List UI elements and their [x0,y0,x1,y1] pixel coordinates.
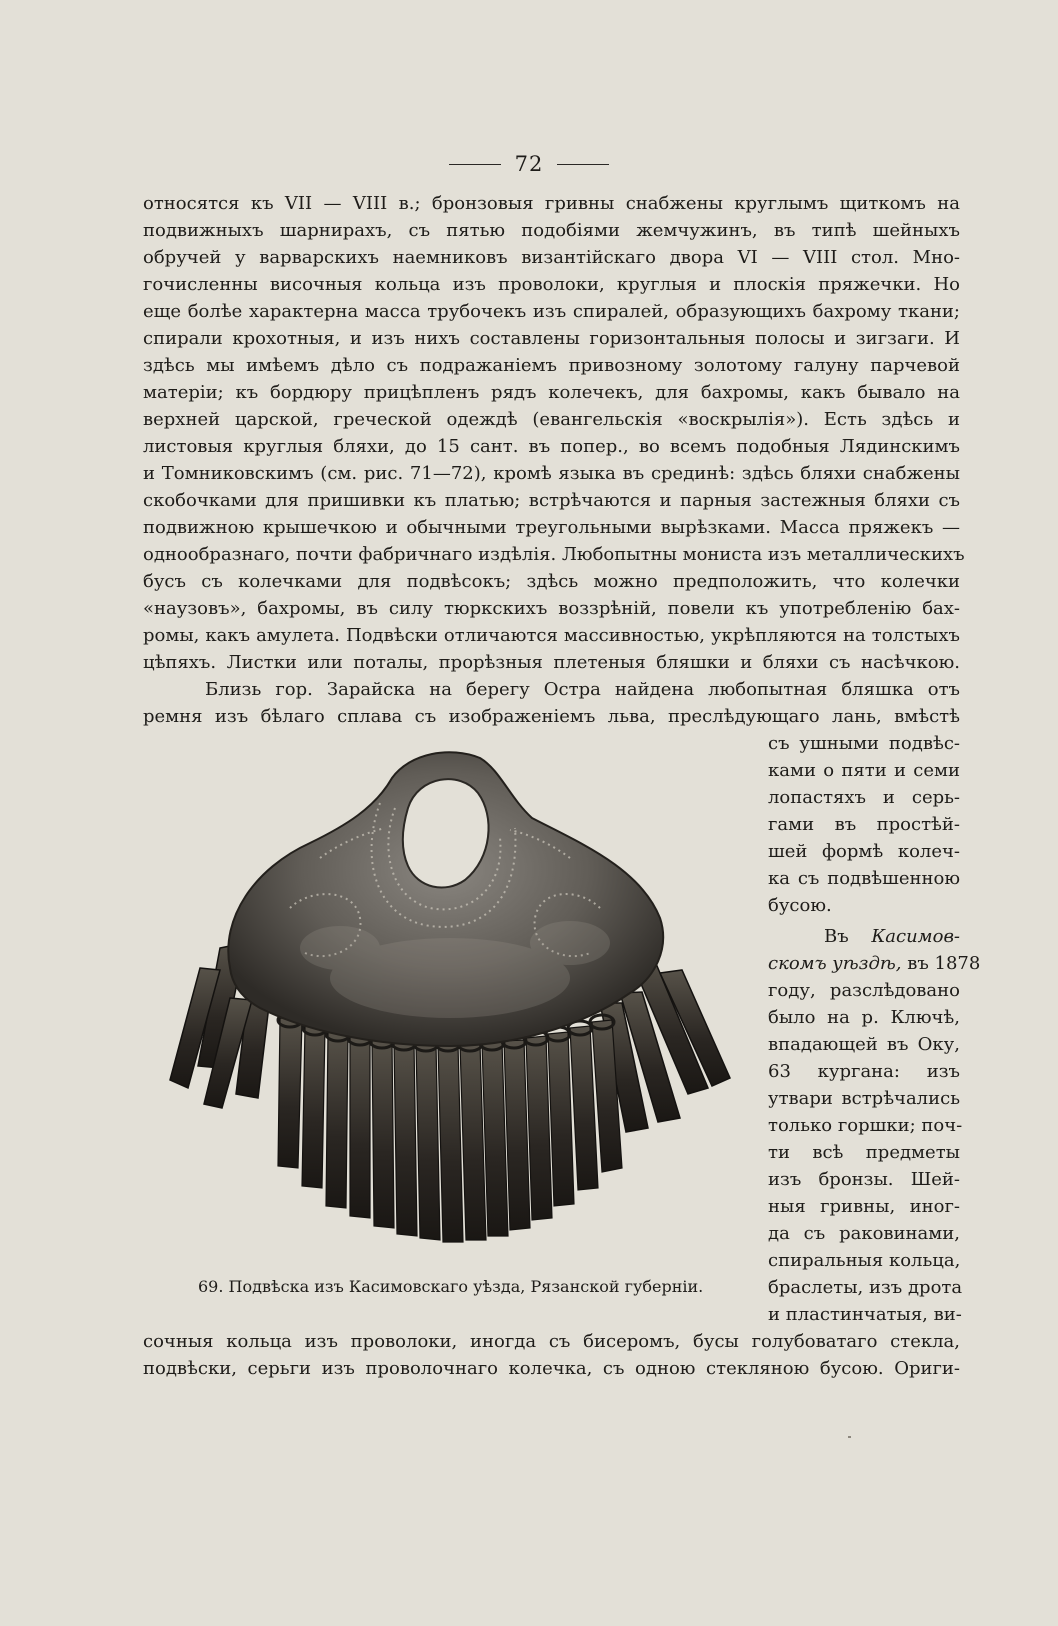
text-line: однообразнаго, почти фабричнаго издѣлія. Любопытны мониста изъ металлическихъ [143,544,965,565]
print-speck [848,1436,851,1438]
side-text-line: и пластинчатыя, ви- [768,1304,962,1325]
text-line: подвѣски, серьги изъ проволочнаго колечка, съ одною стекляною бусою. Ориги- [143,1358,960,1379]
side-text-line: утвари встрѣчались [768,1088,960,1109]
figure-caption: 69. Подвѣска изъ Касимовскаго уѣзда, Рязанской губерніи. [198,1277,704,1296]
pendant-figure [160,748,746,1268]
kasimov-after: въ 1878 [907,953,981,974]
side-text-line: съ ушными подвѣс- [768,733,960,754]
text-line: цѣпяхъ. Листки или поталы, прорѣзныя плетеныя бляшки и бляхи съ насѣчкою. [143,652,960,673]
kasimov-line-2 [768,950,981,977]
header-rule-left [449,164,501,165]
side-text-line: году, разслѣдовано [768,980,960,1001]
text-line: бусъ съ колечками для подвѣсокъ; здѣсь можно предположить, что колечки [143,571,960,592]
text-line: спирали крохотныя, и изъ нихъ составлены горизонтальныя полосы и зигзаги. И [143,328,960,349]
text-line: относятся къ VII — VIII в.; бронзовыя гривны снабжены круглымъ щиткомъ на [143,193,960,214]
side-text-line: 63 кургана: изъ [768,1061,960,1082]
side-text-line: браслеты, изъ дрота [768,1277,963,1298]
text-line: обручей у варварскихъ наемниковъ византійскаго двора VI — VIII стол. Мно- [143,247,960,268]
side-text-line: изъ бронзы. Шей- [768,1169,960,1190]
text-line: листовыя круглыя бляхи, до 15 сант. въ попер., во всемъ подобныя Лядинскимъ [143,436,960,457]
side-text-line: ныя гривны, иног- [768,1196,960,1217]
text-line: подвижною крышечкою и обычными треугольными вырѣзками. Масса пряжекъ — [143,517,960,538]
side-text-line: бусою. [768,895,832,916]
text-line: Близь гор. Зарайска на берегу Остра найдена любопытная бляшка отъ [205,679,960,700]
side-text-line: лопастяхъ и серь- [768,787,960,808]
side-text-line: ти всѣ предметы [768,1142,960,1163]
text-line: ромы, какъ амулета. Подвѣски отличаются массивностью, укрѣпляются на толстыхъ [143,625,960,646]
kasimov-place-b: скомъ уѣздѣ, [768,953,902,974]
side-text-line: было на р. Ключѣ, [768,1007,960,1028]
text-line: «наузовъ», бахромы, въ силу тюркскихъ воззрѣній, повели къ употребленію бах- [143,598,960,619]
kasimov-place-a: Касимов- [871,926,960,947]
text-line: еще болѣе характерна масса трубочекъ изъ спиралей, образующихъ бахрому ткани; [143,301,960,322]
text-line: и Томниковскимъ (см. рис. 71—72), кромѣ языка въ срединѣ: здѣсь бляхи снабжены [143,463,960,484]
text-line: здѣсь мы имѣемъ дѣло съ подражаніемъ привозному золотому галуну парчевой [143,355,960,376]
page-header [0,152,1058,176]
text-line: гочисленны височныя кольца изъ проволоки, круглыя и плоскія пряжечки. Но [143,274,960,295]
pendant-illustration [160,748,746,1268]
text-line: верхней царской, греческой одеждѣ (евангельскія «воскрылія»). Есть здѣсь и [143,409,960,430]
side-text-line: ками о пяти и семи [768,760,960,781]
kasimov-line-1 [824,923,960,950]
side-text-line: шей формѣ колеч- [768,841,960,862]
side-text-line: только горшки; поч- [768,1115,963,1136]
page-number: 72 [514,152,544,176]
text-line: подвижныхъ шарнирахъ, съ пятью подобіями жемчужинъ, въ типѣ шейныхъ [143,220,960,241]
side-text-line: да съ раковинами, [768,1223,960,1244]
text-line: матеріи; къ бордюру прицѣпленъ рядъ колечекъ, для бахромы, какъ бывало на [143,382,960,403]
header-rule-right [557,164,609,165]
text-line: сочныя кольца изъ проволоки, иногда съ бисеромъ, бусы голубоватаго стекла, [143,1331,960,1352]
side-text-line: гами въ простѣй- [768,814,960,835]
kasimov-lead: Въ [824,926,849,947]
side-text-line: спиральныя кольца, [768,1250,961,1271]
text-line: скобочками для пришивки къ платью; встрѣчаются и парныя застежныя бляхи съ [143,490,960,511]
side-text-line: впадающей въ Оку, [768,1034,960,1055]
side-text-line: ка съ подвѣшенною [768,868,960,889]
text-line: ремня изъ бѣлаго сплава съ изображеніемъ льва, преслѣдующаго лань, вмѣстѣ [143,706,960,727]
